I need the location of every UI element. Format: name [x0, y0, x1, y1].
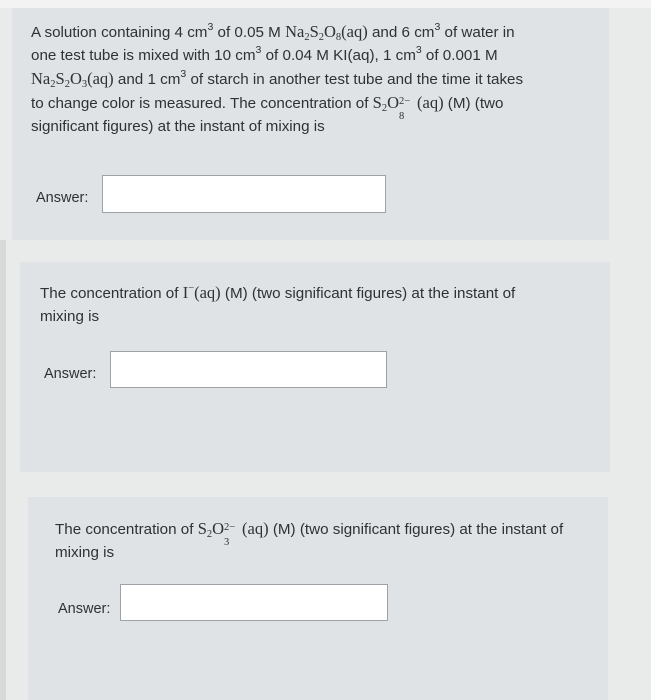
- left-margin: [0, 240, 6, 700]
- answer-label-3: Answer:: [58, 601, 111, 617]
- top-strip: [0, 0, 651, 8]
- question-card-3: [28, 497, 608, 700]
- answer-input-3[interactable]: [120, 584, 388, 621]
- answer-label-1: Answer:: [36, 190, 89, 206]
- question-text-2: The concentration of I−(aq) (M) (two significant figures) at the instant of mixing is: [40, 283, 516, 325]
- question-text-3: The concentration of $S_2O$ 2− 3 (aq) (M) (two significant figures) at the instant of mixing is: [55, 519, 564, 561]
- answer-input-2[interactable]: [110, 351, 387, 388]
- answer-input-1[interactable]: [102, 175, 386, 213]
- question-card-2: [20, 262, 610, 472]
- question-text-1: A solution containing 4 $cm^3$ of 0.05 M $Na_2S_2O_8(aq)$ and 6 $cm^3$ of water in one test tube is mixed with 10 $cm^3$ of 0.04 M KI(aq), 1 $cm^3$ of 0.001 M $Na_2S_2O_3(aq)$ and 1 $cm^3$ of starch in another test tube and the time it takes to change color is measured. The concentration of $S_2O$ 2− 8 (aq) (M) (two significant figures) at the instant of mixing is: [31, 21, 524, 135]
- answer-label-2: Answer:: [44, 366, 97, 382]
- question-card-1: [12, 8, 609, 240]
